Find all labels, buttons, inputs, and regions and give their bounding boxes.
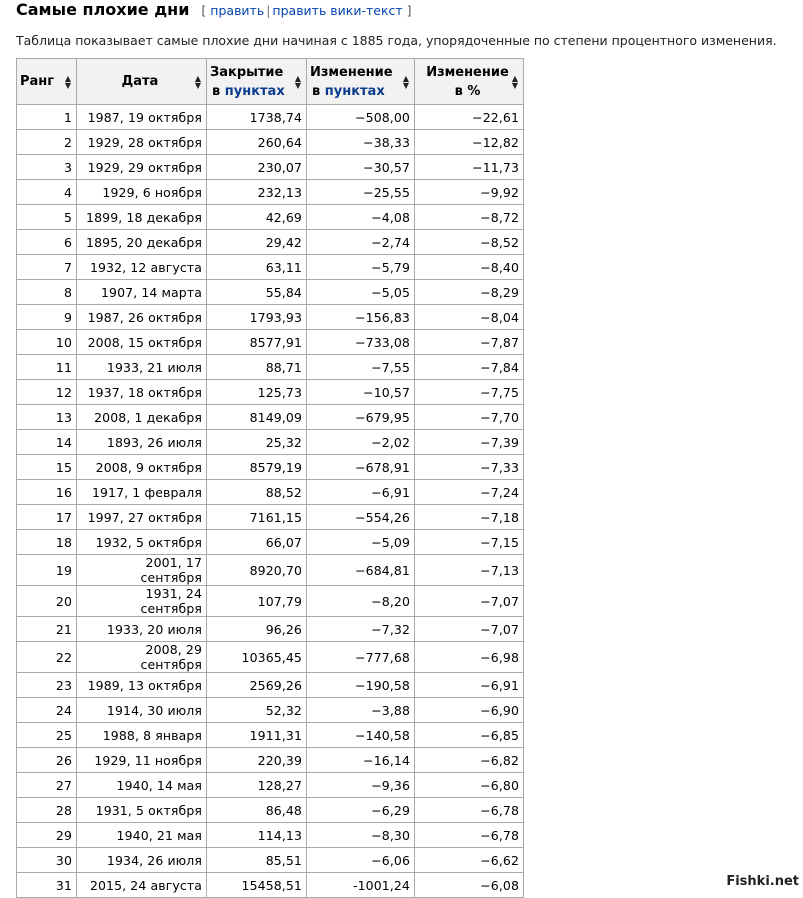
cell-change-percent: −7,13 bbox=[415, 555, 524, 586]
cell-rank: 29 bbox=[17, 823, 77, 848]
header-change-pre: в bbox=[312, 83, 321, 99]
cell-change-points: −7,32 bbox=[307, 617, 415, 642]
cell-rank: 9 bbox=[17, 305, 77, 330]
table-row bbox=[17, 823, 524, 848]
header-rank-label: Ранг bbox=[20, 74, 55, 89]
cell-close: 85,51 bbox=[207, 848, 307, 873]
cell-change-points: −9,36 bbox=[307, 773, 415, 798]
cell-date: 1929, 29 октября bbox=[77, 155, 207, 180]
sort-icon[interactable]: ▲ ▼ bbox=[194, 73, 201, 90]
header-pct-sub: в % bbox=[454, 83, 481, 99]
bracket-open: [ bbox=[201, 3, 207, 18]
cell-change-points: −508,00 bbox=[307, 105, 415, 130]
table-row bbox=[17, 305, 524, 330]
cell-change-percent: −7,07 bbox=[415, 586, 524, 617]
cell-rank: 2 bbox=[17, 130, 77, 155]
table-row bbox=[17, 555, 524, 586]
cell-rank: 12 bbox=[17, 380, 77, 405]
cell-rank: 24 bbox=[17, 698, 77, 723]
points-link[interactable]: пунктах bbox=[224, 83, 285, 99]
table-row bbox=[17, 586, 524, 617]
edit-links bbox=[201, 3, 411, 18]
header-close[interactable] bbox=[207, 59, 307, 105]
cell-change-points: −8,30 bbox=[307, 823, 415, 848]
cell-change-points: −140,58 bbox=[307, 723, 415, 748]
cell-date: 1937, 18 октября bbox=[77, 380, 207, 405]
cell-rank: 19 bbox=[17, 555, 77, 586]
cell-date: 1988, 8 января bbox=[77, 723, 207, 748]
table-row bbox=[17, 130, 524, 155]
cell-close: 8149,09 bbox=[207, 405, 307, 430]
table-row bbox=[17, 280, 524, 305]
cell-close: 55,84 bbox=[207, 280, 307, 305]
cell-close: 88,71 bbox=[207, 355, 307, 380]
cell-close: 29,42 bbox=[207, 230, 307, 255]
cell-rank: 5 bbox=[17, 205, 77, 230]
cell-rank: 7 bbox=[17, 255, 77, 280]
cell-date: 1934, 26 июля bbox=[77, 848, 207, 873]
cell-close: 7161,15 bbox=[207, 505, 307, 530]
edit-link[interactable]: править bbox=[210, 3, 265, 18]
cell-change-points: −733,08 bbox=[307, 330, 415, 355]
table-row bbox=[17, 748, 524, 773]
cell-rank: 27 bbox=[17, 773, 77, 798]
cell-change-percent: −7,07 bbox=[415, 617, 524, 642]
table-row bbox=[17, 873, 524, 898]
table-row bbox=[17, 798, 524, 823]
cell-close: 1738,74 bbox=[207, 105, 307, 130]
cell-change-points: −8,20 bbox=[307, 586, 415, 617]
cell-close: 8577,91 bbox=[207, 330, 307, 355]
cell-date: 1987, 26 октября bbox=[77, 305, 207, 330]
header-change-label: Изменение bbox=[310, 64, 393, 80]
cell-change-points: −3,88 bbox=[307, 698, 415, 723]
cell-close: 114,13 bbox=[207, 823, 307, 848]
cell-change-points: −684,81 bbox=[307, 555, 415, 586]
cell-date: 2008, 9 октября bbox=[77, 455, 207, 480]
cell-change-points: −6,91 bbox=[307, 480, 415, 505]
cell-change-percent: −7,33 bbox=[415, 455, 524, 480]
page-title: Самые плохие дни bbox=[16, 0, 190, 19]
cell-rank: 3 bbox=[17, 155, 77, 180]
cell-change-points: −38,33 bbox=[307, 130, 415, 155]
cell-date: 2008, 1 декабря bbox=[77, 405, 207, 430]
cell-rank: 17 bbox=[17, 505, 77, 530]
table-row bbox=[17, 380, 524, 405]
cell-change-percent: −7,75 bbox=[415, 380, 524, 405]
cell-rank: 11 bbox=[17, 355, 77, 380]
table-row bbox=[17, 230, 524, 255]
cell-change-points: −10,57 bbox=[307, 380, 415, 405]
cell-rank: 10 bbox=[17, 330, 77, 355]
cell-change-percent: −6,91 bbox=[415, 673, 524, 698]
cell-date: 1940, 14 мая bbox=[77, 773, 207, 798]
cell-rank: 1 bbox=[17, 105, 77, 130]
header-close-sub bbox=[210, 82, 300, 101]
header-pct-label: Изменение bbox=[426, 64, 509, 80]
cell-close: 128,27 bbox=[207, 773, 307, 798]
cell-date: 1932, 5 октября bbox=[77, 530, 207, 555]
table-row bbox=[17, 848, 524, 873]
cell-rank: 30 bbox=[17, 848, 77, 873]
table-row bbox=[17, 455, 524, 480]
cell-rank: 25 bbox=[17, 723, 77, 748]
cell-rank: 20 bbox=[17, 586, 77, 617]
cell-date: 2015, 24 августа bbox=[77, 873, 207, 898]
cell-rank: 21 bbox=[17, 617, 77, 642]
header-change-percent[interactable] bbox=[415, 59, 524, 105]
cell-change-points: −7,55 bbox=[307, 355, 415, 380]
sort-icon[interactable]: ▲ ▼ bbox=[402, 73, 409, 90]
cell-date: 2001, 17 сентября bbox=[77, 555, 207, 586]
cell-change-percent: −8,04 bbox=[415, 305, 524, 330]
cell-date: 1932, 12 августа bbox=[77, 255, 207, 280]
header-date-label: Дата bbox=[121, 74, 159, 89]
header-date[interactable] bbox=[77, 59, 207, 105]
cell-date: 1907, 14 марта bbox=[77, 280, 207, 305]
cell-close: 125,73 bbox=[207, 380, 307, 405]
cell-change-points: −2,74 bbox=[307, 230, 415, 255]
cell-date: 1914, 30 июля bbox=[77, 698, 207, 723]
cell-close: 220,39 bbox=[207, 748, 307, 773]
table-row bbox=[17, 642, 524, 673]
bracket-close: ] bbox=[406, 3, 412, 18]
cell-change-percent: −11,73 bbox=[415, 155, 524, 180]
cell-change-percent: −7,84 bbox=[415, 355, 524, 380]
cell-close: 63,11 bbox=[207, 255, 307, 280]
cell-rank: 28 bbox=[17, 798, 77, 823]
cell-change-percent: −6,08 bbox=[415, 873, 524, 898]
cell-change-percent: −7,18 bbox=[415, 505, 524, 530]
edit-links-separator: | bbox=[266, 3, 271, 18]
cell-date: 1989, 13 октября bbox=[77, 673, 207, 698]
cell-rank: 4 bbox=[17, 180, 77, 205]
table-row bbox=[17, 723, 524, 748]
cell-date: 1893, 26 июля bbox=[77, 430, 207, 455]
cell-change-percent: −8,52 bbox=[415, 230, 524, 255]
cell-change-percent: −12,82 bbox=[415, 130, 524, 155]
cell-rank: 23 bbox=[17, 673, 77, 698]
cell-change-points: −25,55 bbox=[307, 180, 415, 205]
cell-change-points: -1001,24 bbox=[307, 873, 415, 898]
cell-date: 1931, 24 сентября bbox=[77, 586, 207, 617]
cell-close: 260,64 bbox=[207, 130, 307, 155]
sort-icon[interactable]: ▲ ▼ bbox=[64, 73, 71, 90]
cell-change-percent: −6,62 bbox=[415, 848, 524, 873]
cell-change-percent: −7,70 bbox=[415, 405, 524, 430]
cell-change-percent: −6,78 bbox=[415, 798, 524, 823]
edit-source-link[interactable]: править вики-текст bbox=[272, 3, 403, 18]
cell-change-percent: −6,80 bbox=[415, 773, 524, 798]
header-change-sub bbox=[310, 82, 408, 101]
cell-change-percent: −7,24 bbox=[415, 480, 524, 505]
header-close-pre: в bbox=[212, 83, 221, 99]
cell-rank: 14 bbox=[17, 430, 77, 455]
cell-change-percent: −7,39 bbox=[415, 430, 524, 455]
table-row bbox=[17, 505, 524, 530]
cell-change-points: −554,26 bbox=[307, 505, 415, 530]
cell-rank: 22 bbox=[17, 642, 77, 673]
cell-close: 2569,26 bbox=[207, 673, 307, 698]
cell-change-points: −6,06 bbox=[307, 848, 415, 873]
table-row bbox=[17, 205, 524, 230]
cell-close: 15458,51 bbox=[207, 873, 307, 898]
cell-date: 1940, 21 мая bbox=[77, 823, 207, 848]
points-link[interactable]: пунктах bbox=[324, 83, 385, 99]
cell-close: 66,07 bbox=[207, 530, 307, 555]
cell-change-points: −4,08 bbox=[307, 205, 415, 230]
cell-change-points: −6,29 bbox=[307, 798, 415, 823]
cell-change-percent: −6,98 bbox=[415, 642, 524, 673]
table-row bbox=[17, 617, 524, 642]
header-close-label: Закрытие bbox=[210, 64, 284, 80]
table-row bbox=[17, 480, 524, 505]
cell-change-points: −30,57 bbox=[307, 155, 415, 180]
table-body bbox=[17, 105, 524, 898]
worst-days-table bbox=[16, 58, 524, 898]
cell-change-percent: −9,92 bbox=[415, 180, 524, 205]
sort-icon[interactable]: ▲ ▼ bbox=[511, 73, 518, 90]
cell-change-percent: −6,78 bbox=[415, 823, 524, 848]
cell-change-points: −156,83 bbox=[307, 305, 415, 330]
cell-date: 1899, 18 декабря bbox=[77, 205, 207, 230]
sort-icon[interactable]: ▲ ▼ bbox=[294, 73, 301, 90]
table-row bbox=[17, 330, 524, 355]
table-row bbox=[17, 773, 524, 798]
cell-change-percent: −7,87 bbox=[415, 330, 524, 355]
cell-close: 10365,45 bbox=[207, 642, 307, 673]
cell-rank: 13 bbox=[17, 405, 77, 430]
cell-close: 8920,70 bbox=[207, 555, 307, 586]
cell-close: 1793,93 bbox=[207, 305, 307, 330]
cell-close: 86,48 bbox=[207, 798, 307, 823]
cell-close: 96,26 bbox=[207, 617, 307, 642]
cell-close: 230,07 bbox=[207, 155, 307, 180]
cell-change-percent: −6,85 bbox=[415, 723, 524, 748]
cell-close: 52,32 bbox=[207, 698, 307, 723]
cell-change-points: −190,58 bbox=[307, 673, 415, 698]
cell-change-points: −2,02 bbox=[307, 430, 415, 455]
cell-date: 1933, 20 июля bbox=[77, 617, 207, 642]
cell-change-points: −5,09 bbox=[307, 530, 415, 555]
cell-date: 2008, 15 октября bbox=[77, 330, 207, 355]
cell-change-points: −16,14 bbox=[307, 748, 415, 773]
cell-close: 232,13 bbox=[207, 180, 307, 205]
cell-date: 1929, 6 ноября bbox=[77, 180, 207, 205]
cell-close: 88,52 bbox=[207, 480, 307, 505]
table-row bbox=[17, 698, 524, 723]
table-row bbox=[17, 155, 524, 180]
cell-close: 107,79 bbox=[207, 586, 307, 617]
cell-close: 25,32 bbox=[207, 430, 307, 455]
table-row bbox=[17, 355, 524, 380]
cell-date: 1987, 19 октября bbox=[77, 105, 207, 130]
cell-rank: 6 bbox=[17, 230, 77, 255]
cell-change-percent: −7,15 bbox=[415, 530, 524, 555]
cell-date: 2008, 29 сентября bbox=[77, 642, 207, 673]
cell-change-percent: −8,29 bbox=[415, 280, 524, 305]
table-row bbox=[17, 105, 524, 130]
cell-change-percent: −8,40 bbox=[415, 255, 524, 280]
cell-change-points: −679,95 bbox=[307, 405, 415, 430]
section-heading bbox=[16, 0, 412, 26]
table-row bbox=[17, 180, 524, 205]
cell-date: 1997, 27 октября bbox=[77, 505, 207, 530]
cell-close: 42,69 bbox=[207, 205, 307, 230]
header-change-points[interactable] bbox=[307, 59, 415, 105]
cell-date: 1917, 1 февраля bbox=[77, 480, 207, 505]
cell-change-percent: −6,90 bbox=[415, 698, 524, 723]
cell-date: 1933, 21 июля bbox=[77, 355, 207, 380]
table-row bbox=[17, 255, 524, 280]
cell-rank: 26 bbox=[17, 748, 77, 773]
cell-change-points: −777,68 bbox=[307, 642, 415, 673]
table-row bbox=[17, 430, 524, 455]
cell-change-points: −5,79 bbox=[307, 255, 415, 280]
cell-rank: 16 bbox=[17, 480, 77, 505]
cell-date: 1931, 5 октября bbox=[77, 798, 207, 823]
cell-date: 1929, 11 ноября bbox=[77, 748, 207, 773]
table-row bbox=[17, 530, 524, 555]
header-rank[interactable] bbox=[17, 59, 77, 105]
cell-change-percent: −8,72 bbox=[415, 205, 524, 230]
cell-date: 1895, 20 декабря bbox=[77, 230, 207, 255]
cell-change-percent: −6,82 bbox=[415, 748, 524, 773]
intro-text: Таблица показывает самые плохие дни начиная с 1885 года, упорядоченные по степени процентного изменения. bbox=[16, 33, 777, 48]
cell-rank: 8 bbox=[17, 280, 77, 305]
cell-change-percent: −22,61 bbox=[415, 105, 524, 130]
table-row bbox=[17, 405, 524, 430]
cell-close: 1911,31 bbox=[207, 723, 307, 748]
table-row bbox=[17, 673, 524, 698]
cell-rank: 31 bbox=[17, 873, 77, 898]
table-header-row bbox=[17, 59, 524, 105]
cell-rank: 15 bbox=[17, 455, 77, 480]
cell-change-points: −5,05 bbox=[307, 280, 415, 305]
cell-rank: 18 bbox=[17, 530, 77, 555]
watermark: Fishki.net bbox=[726, 874, 799, 889]
cell-date: 1929, 28 октября bbox=[77, 130, 207, 155]
cell-change-points: −678,91 bbox=[307, 455, 415, 480]
cell-close: 8579,19 bbox=[207, 455, 307, 480]
